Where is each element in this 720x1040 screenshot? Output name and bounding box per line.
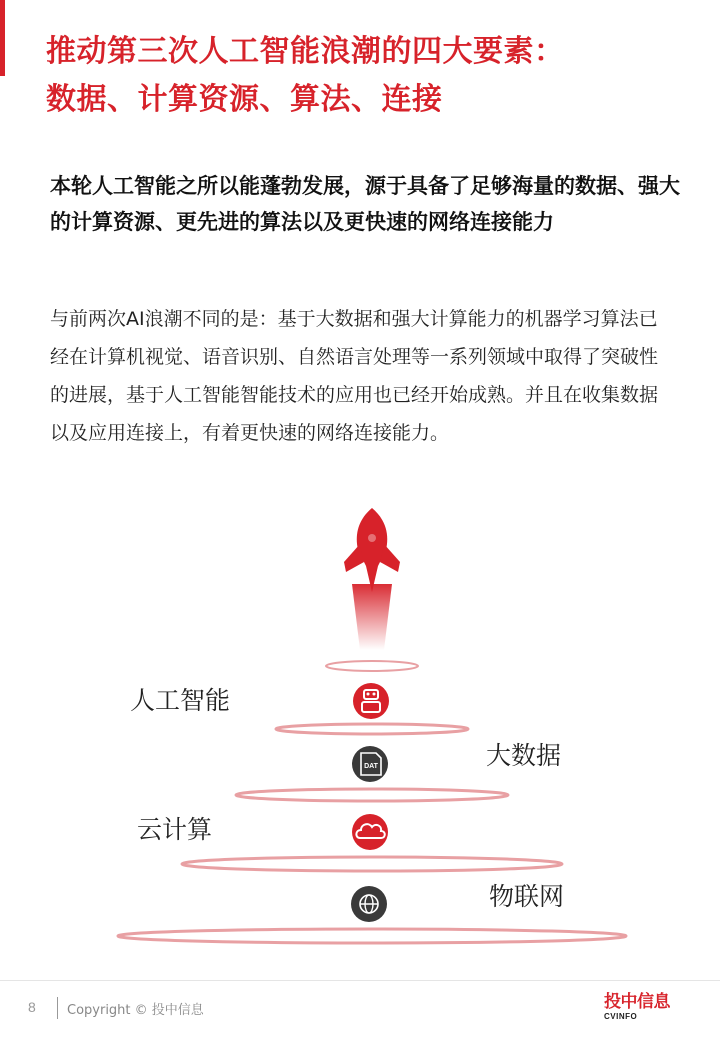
robot-icon: [353, 683, 389, 719]
ai-pyramid-diagram: [0, 500, 720, 960]
title-line-1: 推动第三次人工智能浪潮的四大要素：: [46, 34, 565, 69]
page-title: [46, 28, 686, 124]
rocket-icon: [344, 508, 400, 650]
summary-paragraph: 本轮人工智能之所以能蓬勃发展，源于具备了足够海量的数据、强大的计算资源、更先进的算法以及更快速的网络连接能力: [50, 174, 680, 234]
data-file-icon: [352, 746, 388, 782]
data-icon-text: DAT: [364, 763, 378, 770]
pyramid-graphic: [0, 500, 720, 960]
ring-3: [236, 789, 508, 801]
cloud-icon: [352, 814, 388, 850]
ring-4: [182, 857, 562, 871]
cvinfo-logo: [604, 992, 684, 1026]
footer-separator: [57, 997, 58, 1019]
footer-divider: [0, 980, 720, 981]
logo-subtext: CVINFO: [604, 1012, 638, 1021]
title-line-2: 数据、计算资源、算法、连接: [46, 82, 443, 117]
label-artificial-intelligence: 人工智能: [130, 686, 231, 715]
copyright-text: Copyright © 投中信息: [67, 1003, 204, 1018]
ring-1: [326, 661, 418, 671]
ring-5: [118, 929, 626, 943]
body-paragraph: 与前两次AI浪潮不同的是：基于大数据和强大计算能力的机器学习算法已经在计算机视觉、语音识别、自然语言处理等一系列领域中取得了突破性的进展，基于人工智能智能技术的应用也已经开始成熟。并且在收集数据以及应用连接上，有着更快速的网络连接能力。: [50, 308, 659, 444]
label-cloud-computing: 云计算: [137, 815, 213, 844]
logo-text: 投中信息: [604, 992, 670, 1012]
page-number: 8: [28, 999, 36, 1015]
accent-bar: [0, 0, 5, 76]
ring-2: [276, 724, 468, 734]
label-big-data: 大数据: [486, 741, 562, 770]
globe-icon: [351, 886, 387, 922]
label-iot: 物联网: [489, 882, 565, 911]
